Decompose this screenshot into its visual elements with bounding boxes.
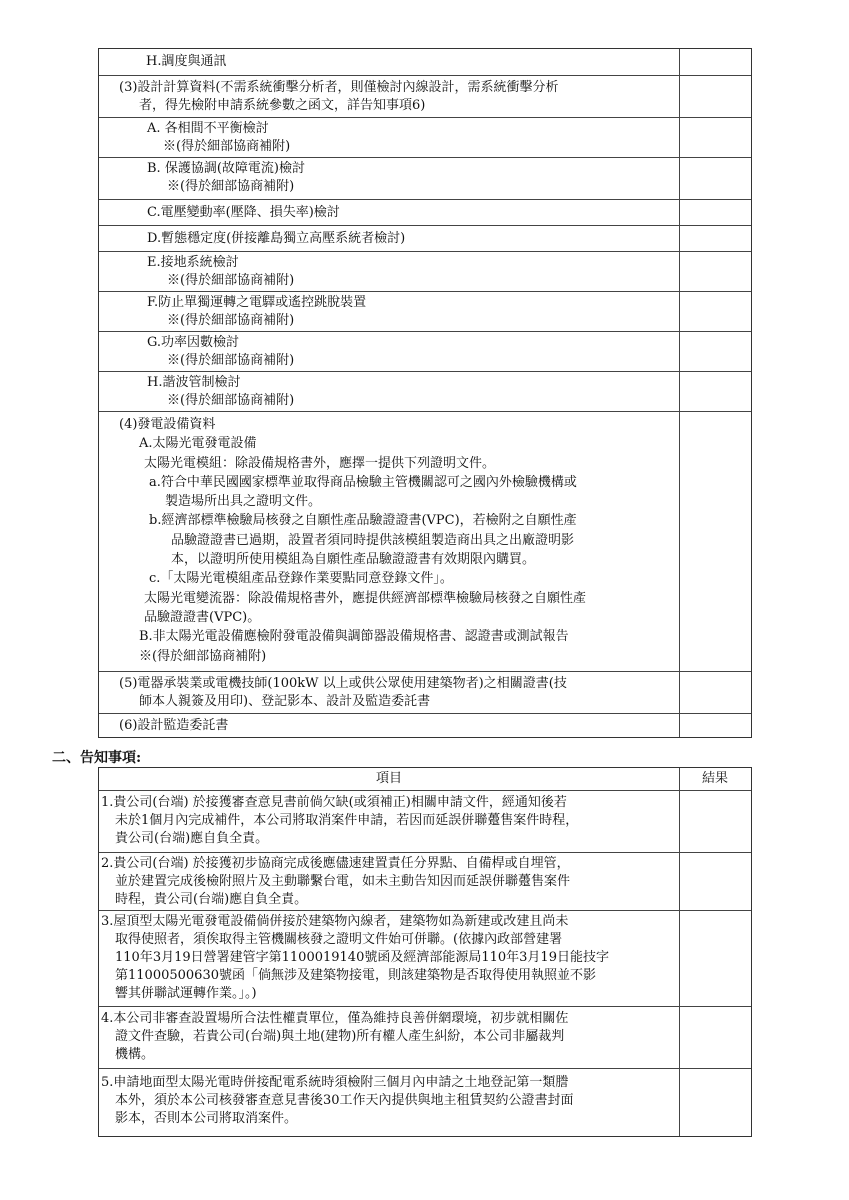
table-row <box>99 49 751 75</box>
item-text: (5)電器承裝業或電機技師(100kW 以上或供公眾使用建築物者)之相關證書(技 師本人親簽及用印)、登記影本、設計及監造委託書 <box>119 676 567 709</box>
item-text: A. 各相間不平衡檢討 ※(得於細部協商補附) <box>147 121 291 154</box>
table-row <box>99 225 751 251</box>
item-text: (3)設計計算資料(不需系統衝擊分析者，則僅檢討內線設計，需系統衝擊分析 者，得先檢附申請系統參數之函文，詳告知事項6) <box>119 80 559 113</box>
item-text: E.接地系統檢討 ※(得於細部協商補附) <box>147 255 295 288</box>
section-title: 二、告知事項: <box>52 750 142 766</box>
item-text: H.諧波管制檢討 ※(得於細部協商補附) <box>147 375 295 408</box>
table-row <box>99 411 751 671</box>
table-row <box>99 157 751 199</box>
table-row <box>99 371 751 411</box>
column-header-item: 項目 <box>375 771 402 786</box>
table-row <box>99 251 751 291</box>
table-row <box>99 75 751 117</box>
item-text: (6)設計監造委託書 <box>119 718 229 733</box>
table-row <box>99 671 751 713</box>
table-row <box>99 790 751 852</box>
table-row <box>99 910 751 1006</box>
notice-text: 4.本公司非審查設置場所合法性權責單位，僅為維持良善併網環境，初步就相關佐 證文件查驗，若貴公司(台端)與土地(建物)所有權人產生糾紛，本公司非屬裁判 機構。 <box>101 1011 569 1062</box>
table-row <box>99 331 751 371</box>
item-text: F.防止單獨運轉之電驛或遙控跳脫裝置 ※(得於細部協商補附) <box>147 295 367 328</box>
notices-table <box>98 767 752 1137</box>
table-row <box>99 199 751 225</box>
table-row <box>99 713 751 737</box>
notice-text: 5.申請地面型太陽光電時併接配電系統時須檢附三個月內申請之土地登記第一類謄 本外，須於本公司核發審查意見書後30工作天內提供與地主租賃契約公證書封面 影本，否則本公司將取消案件。 <box>101 1075 574 1126</box>
column-header-result: 結果 <box>701 771 728 786</box>
item-text: H.調度與通訊 <box>146 54 227 69</box>
table-row <box>99 1006 751 1068</box>
table-row <box>99 852 751 910</box>
table-row <box>99 117 751 157</box>
table-row <box>99 291 751 331</box>
notice-text: 2.貴公司(台端) 於接獲初步協商完成後應儘速建置責任分界點、自備桿或自埋管， 並於建置完成後檢附照片及主動聯繫台電，如未主動告知因而延誤併聯躉售案件 時程，貴公司(台端)應自負全責。 <box>101 856 571 907</box>
item-text: C.電壓變動率(壓降、損失率)檢討 <box>147 205 340 220</box>
item-text: D.暫態穩定度(併接離島獨立高壓系統者檢討) <box>147 231 406 246</box>
item-text: G.功率因數檢討 ※(得於細部協商補附) <box>147 335 295 368</box>
notice-text: 3.屋頂型太陽光電發電設備倘併接於建築物內線者，建築物如為新建或改建且尚未 取得使照者，須俟取得主管機關核發之證明文件始可併聯。(依據內政部營建署 110年3月19日營署建管字第1100019140號函及經濟部能源局110年3月19日能技字 第11000500630號函「倘無涉及建築物接電，則該建築物是否取得使用執照並不影 響其併聯試運轉作業。」。) <box>101 914 609 1001</box>
notice-text: 1.貴公司(台端) 於接獲審查意見書前倘欠缺(或須補正)相關申請文件，經通知後若 未於1個月內完成補件，本公司將取消案件申請，若因而延誤併聯躉售案件時程， 貴公司(台端)應自負全責。 <box>101 795 579 846</box>
item-text: B. 保護協調(故障電流)檢討 ※(得於細部協商補附) <box>147 161 305 194</box>
table-row <box>99 1068 751 1136</box>
requirements-table <box>98 48 752 738</box>
table-header-row <box>99 768 751 790</box>
item-text: (4)發電設備資料 A.太陽光電發電設備 太陽光電模組：除設備規格書外，應擇一提供下列證明文件。 a.符合中華民國國家標準並取得商品檢驗主管機關認可之國內外檢驗機構或 製造場所出具之證明文件。 b.經濟部標準檢驗局核發之自願性產品驗證證書(VPC)，若檢附之自願性產 品驗證證書已過期，設置者須同時提供該模組製造商出具之出廠證明影 本，以證明所使用模組為自願性產品驗證證書有效期限內購買。 c.「太陽光電模組產品登錄作業要點同意登錄文件」。 太陽光電變流器：除設備規格書外，應提供經濟部標準檢驗局核發之自願性產 品驗證證書(VPC)。 B.非太陽光電設備應檢附發電設備與調節器設備規格書、認證書或測試報告 ※(得於細部協商補附) <box>119 417 587 664</box>
